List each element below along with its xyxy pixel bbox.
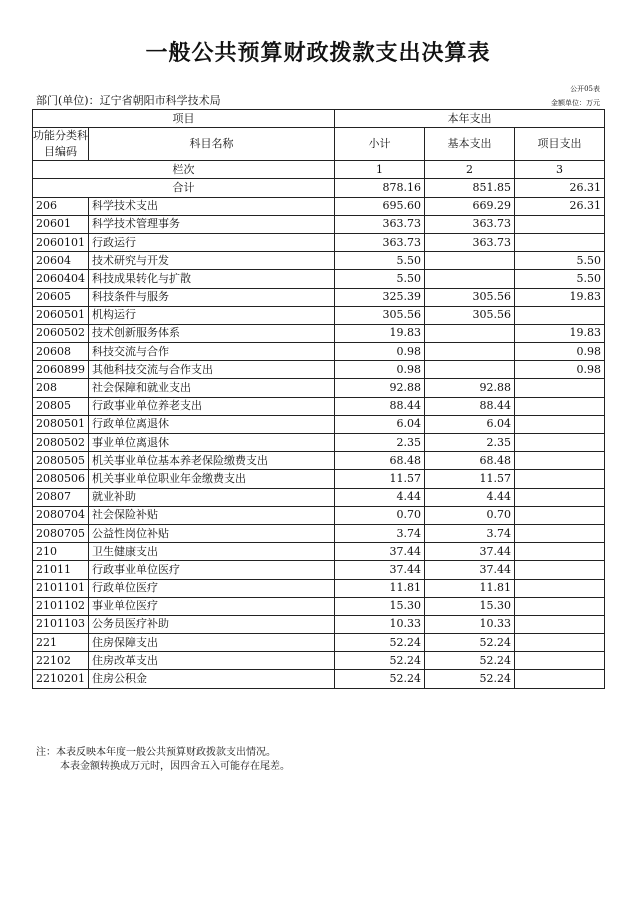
row-subtotal: 10.33 xyxy=(335,615,425,633)
row-basic xyxy=(425,324,515,342)
row-code: 2060502 xyxy=(33,324,89,342)
table-row xyxy=(33,343,605,361)
table-row xyxy=(33,434,605,452)
row-project xyxy=(515,543,605,561)
table-row xyxy=(33,197,605,215)
row-project xyxy=(515,415,605,433)
row-name: 公益性岗位补贴 xyxy=(89,524,335,542)
row-subtotal: 305.56 xyxy=(335,306,425,324)
table-row xyxy=(33,470,605,488)
row-basic: 305.56 xyxy=(425,288,515,306)
row-basic xyxy=(425,270,515,288)
row-code: 221 xyxy=(33,634,89,652)
row-name: 科学技术管理事务 xyxy=(89,215,335,233)
table-row xyxy=(33,506,605,524)
total-project: 26.31 xyxy=(515,179,605,197)
row-name: 机关事业单位基本养老保险缴费支出 xyxy=(89,452,335,470)
row-basic: 15.30 xyxy=(425,597,515,615)
row-basic: 37.44 xyxy=(425,543,515,561)
row-project xyxy=(515,452,605,470)
row-code: 2080505 xyxy=(33,452,89,470)
row-subtotal: 2.35 xyxy=(335,434,425,452)
row-subtotal: 695.60 xyxy=(335,197,425,215)
row-code: 2080501 xyxy=(33,415,89,433)
header-project: 项目 xyxy=(33,110,335,128)
row-project xyxy=(515,233,605,251)
row-project xyxy=(515,506,605,524)
row-code: 22102 xyxy=(33,652,89,670)
row-code: 2060101 xyxy=(33,233,89,251)
table-row xyxy=(33,524,605,542)
row-subtotal: 363.73 xyxy=(335,233,425,251)
row-basic: 0.70 xyxy=(425,506,515,524)
total-basic: 851.85 xyxy=(425,179,515,197)
row-name: 技术创新服务体系 xyxy=(89,324,335,342)
row-name: 行政事业单位养老支出 xyxy=(89,397,335,415)
row-project xyxy=(515,215,605,233)
row-project xyxy=(515,652,605,670)
row-subtotal: 5.50 xyxy=(335,252,425,270)
table-row xyxy=(33,561,605,579)
table-row xyxy=(33,324,605,342)
row-name: 技术研究与开发 xyxy=(89,252,335,270)
row-basic: 6.04 xyxy=(425,415,515,433)
row-code: 20805 xyxy=(33,397,89,415)
row-basic: 68.48 xyxy=(425,452,515,470)
row-name: 科学技术支出 xyxy=(89,197,335,215)
row-code: 2080704 xyxy=(33,506,89,524)
row-subtotal: 325.39 xyxy=(335,288,425,306)
table-row xyxy=(33,233,605,251)
row-subtotal: 15.30 xyxy=(335,597,425,615)
header-column-no: 栏次 xyxy=(33,161,335,179)
row-code: 2060501 xyxy=(33,306,89,324)
table-row xyxy=(33,488,605,506)
note-2: 本表金额转换成万元时，因四舍五入可能存在尾差。 xyxy=(60,761,290,772)
table-row xyxy=(33,270,605,288)
row-basic xyxy=(425,343,515,361)
row-name: 科技交流与合作 xyxy=(89,343,335,361)
row-subtotal: 88.44 xyxy=(335,397,425,415)
table-row xyxy=(33,652,605,670)
row-code: 20807 xyxy=(33,488,89,506)
table-row xyxy=(33,361,605,379)
row-project xyxy=(515,634,605,652)
row-name: 社会保障和就业支出 xyxy=(89,379,335,397)
form-code: 公开05表 xyxy=(570,85,600,93)
row-basic: 4.44 xyxy=(425,488,515,506)
row-name: 行政单位医疗 xyxy=(89,579,335,597)
row-subtotal: 5.50 xyxy=(335,270,425,288)
row-name: 住房改革支出 xyxy=(89,652,335,670)
row-name: 科技成果转化与扩散 xyxy=(89,270,335,288)
row-code: 208 xyxy=(33,379,89,397)
row-name: 其他科技交流与合作支出 xyxy=(89,361,335,379)
table-row xyxy=(33,597,605,615)
table-row xyxy=(33,615,605,633)
row-basic: 3.74 xyxy=(425,524,515,542)
row-name: 行政单位离退休 xyxy=(89,415,335,433)
amount-unit: 金额单位：万元 xyxy=(551,99,600,107)
row-subtotal: 92.88 xyxy=(335,379,425,397)
row-basic: 52.24 xyxy=(425,652,515,670)
row-subtotal: 0.70 xyxy=(335,506,425,524)
row-code: 210 xyxy=(33,543,89,561)
row-basic: 37.44 xyxy=(425,561,515,579)
row-subtotal: 363.73 xyxy=(335,215,425,233)
row-project xyxy=(515,434,605,452)
row-name: 行政事业单位医疗 xyxy=(89,561,335,579)
row-name: 事业单位离退休 xyxy=(89,434,335,452)
table-row xyxy=(33,215,605,233)
row-project xyxy=(515,379,605,397)
header-col1: 1 xyxy=(335,161,425,179)
row-code: 20608 xyxy=(33,343,89,361)
row-name: 住房保障支出 xyxy=(89,634,335,652)
row-project: 19.83 xyxy=(515,288,605,306)
row-project: 26.31 xyxy=(515,197,605,215)
table-row xyxy=(33,543,605,561)
row-basic: 363.73 xyxy=(425,233,515,251)
row-project xyxy=(515,561,605,579)
row-project: 5.50 xyxy=(515,270,605,288)
table-row xyxy=(33,634,605,652)
table-row xyxy=(33,397,605,415)
row-basic xyxy=(425,361,515,379)
row-basic: 88.44 xyxy=(425,397,515,415)
total-row xyxy=(33,179,605,197)
row-name: 住房公积金 xyxy=(89,670,335,688)
notes xyxy=(36,746,290,774)
row-basic: 11.57 xyxy=(425,470,515,488)
row-project: 19.83 xyxy=(515,324,605,342)
expenditure-table xyxy=(32,109,605,689)
row-code: 206 xyxy=(33,197,89,215)
header-col3: 3 xyxy=(515,161,605,179)
table-row xyxy=(33,579,605,597)
row-project xyxy=(515,524,605,542)
row-subtotal: 6.04 xyxy=(335,415,425,433)
table-row xyxy=(33,252,605,270)
row-name: 机关事业单位职业年金缴费支出 xyxy=(89,470,335,488)
row-subtotal: 11.81 xyxy=(335,579,425,597)
row-code: 2060404 xyxy=(33,270,89,288)
row-project xyxy=(515,615,605,633)
row-basic: 11.81 xyxy=(425,579,515,597)
table-row xyxy=(33,379,605,397)
header-subject-name: 科目名称 xyxy=(89,128,335,161)
row-subtotal: 11.57 xyxy=(335,470,425,488)
row-code: 2101103 xyxy=(33,615,89,633)
header-col2: 2 xyxy=(425,161,515,179)
total-label: 合计 xyxy=(33,179,335,197)
row-basic: 52.24 xyxy=(425,634,515,652)
row-subtotal: 3.74 xyxy=(335,524,425,542)
row-code: 20605 xyxy=(33,288,89,306)
row-subtotal: 0.98 xyxy=(335,361,425,379)
row-basic: 52.24 xyxy=(425,670,515,688)
row-name: 卫生健康支出 xyxy=(89,543,335,561)
row-subtotal: 4.44 xyxy=(335,488,425,506)
header-func-code: 功能分类科目编码 xyxy=(33,128,89,161)
row-basic: 2.35 xyxy=(425,434,515,452)
row-name: 机构运行 xyxy=(89,306,335,324)
row-name: 科技条件与服务 xyxy=(89,288,335,306)
row-code: 2080506 xyxy=(33,470,89,488)
row-basic xyxy=(425,252,515,270)
row-project: 0.98 xyxy=(515,343,605,361)
row-basic: 669.29 xyxy=(425,197,515,215)
row-code: 2101101 xyxy=(33,579,89,597)
row-project xyxy=(515,597,605,615)
row-code: 2060899 xyxy=(33,361,89,379)
row-code: 21011 xyxy=(33,561,89,579)
row-subtotal: 52.24 xyxy=(335,634,425,652)
row-code: 2080705 xyxy=(33,524,89,542)
row-name: 公务员医疗补助 xyxy=(89,615,335,633)
row-basic: 363.73 xyxy=(425,215,515,233)
table-row xyxy=(33,415,605,433)
row-project xyxy=(515,397,605,415)
row-subtotal: 37.44 xyxy=(335,543,425,561)
row-name: 就业补助 xyxy=(89,488,335,506)
department-label: 部门(单位)：辽宁省朝阳市科学技术局 xyxy=(36,94,221,107)
header-current-year: 本年支出 xyxy=(335,110,605,128)
row-name: 社会保险补贴 xyxy=(89,506,335,524)
row-project xyxy=(515,470,605,488)
row-project: 5.50 xyxy=(515,252,605,270)
total-subtotal: 878.16 xyxy=(335,179,425,197)
row-code: 20601 xyxy=(33,215,89,233)
row-name: 事业单位医疗 xyxy=(89,597,335,615)
table-row xyxy=(33,452,605,470)
row-subtotal: 19.83 xyxy=(335,324,425,342)
row-subtotal: 52.24 xyxy=(335,670,425,688)
header-project-exp: 项目支出 xyxy=(515,128,605,161)
row-code: 2101102 xyxy=(33,597,89,615)
table-row xyxy=(33,670,605,688)
row-basic: 92.88 xyxy=(425,379,515,397)
row-project xyxy=(515,306,605,324)
row-subtotal: 0.98 xyxy=(335,343,425,361)
page-title: 一般公共预算财政拨款支出决算表 xyxy=(145,40,491,66)
row-name: 行政运行 xyxy=(89,233,335,251)
row-subtotal: 52.24 xyxy=(335,652,425,670)
row-code: 20604 xyxy=(33,252,89,270)
row-subtotal: 68.48 xyxy=(335,452,425,470)
table-row xyxy=(33,288,605,306)
row-project xyxy=(515,488,605,506)
note-1: 注：本表反映本年度一般公共预算财政拨款支出情况。 xyxy=(36,747,276,758)
table-row xyxy=(33,306,605,324)
row-code: 2210201 xyxy=(33,670,89,688)
row-project xyxy=(515,579,605,597)
row-project xyxy=(515,670,605,688)
header-basic: 基本支出 xyxy=(425,128,515,161)
row-subtotal: 37.44 xyxy=(335,561,425,579)
row-basic: 305.56 xyxy=(425,306,515,324)
header-subtotal: 小计 xyxy=(335,128,425,161)
row-project: 0.98 xyxy=(515,361,605,379)
row-code: 2080502 xyxy=(33,434,89,452)
row-basic: 10.33 xyxy=(425,615,515,633)
